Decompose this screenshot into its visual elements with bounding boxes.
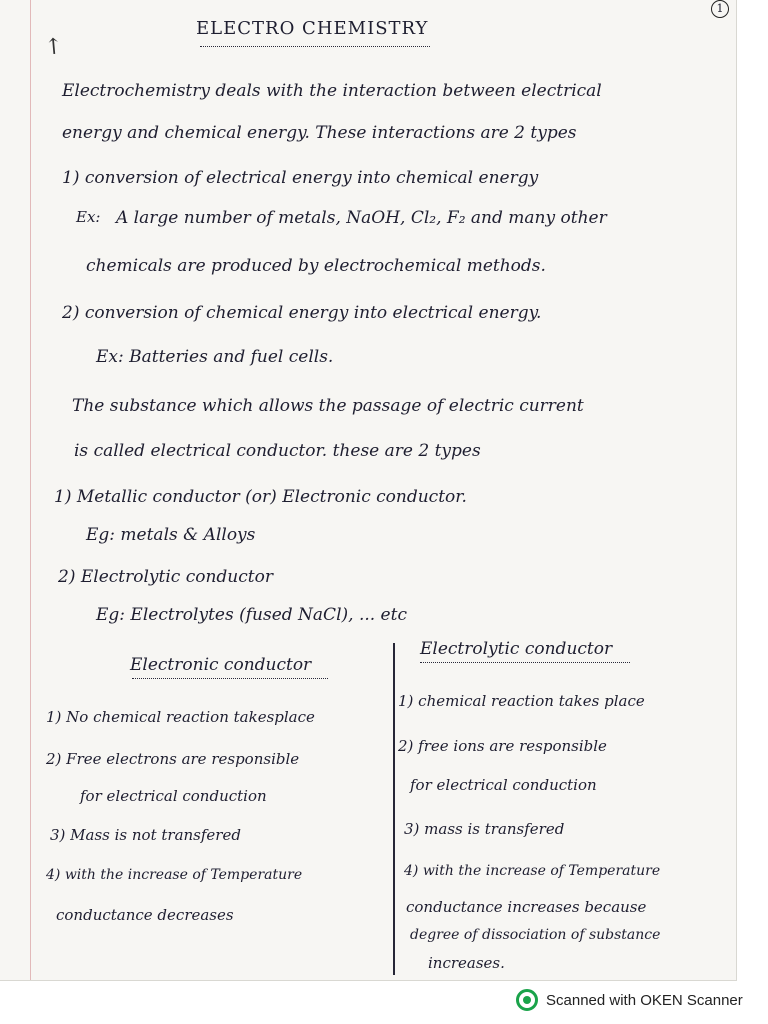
- comparison-divider: [393, 643, 395, 975]
- type-1-example-line-2: chemicals are produced by electrochemical methods.: [86, 256, 546, 276]
- title-underline: [200, 40, 430, 47]
- right-point-4-line-4: increases.: [428, 954, 505, 972]
- type-1-example-label: Ex:: [76, 208, 101, 226]
- right-point-4-line-1: 4) with the increase of Temperature: [404, 863, 661, 879]
- scanner-watermark-text: Scanned with OKEN Scanner: [546, 991, 743, 1009]
- right-point-2-line-1: 2) free ions are responsible: [398, 737, 607, 755]
- conductor-definition-line-1: The substance which allows the passage of electric current: [72, 396, 584, 416]
- right-heading-underline: [420, 656, 630, 663]
- left-point-2-line-2: for electrical conduction: [80, 787, 267, 805]
- right-point-1: 1) chemical reaction takes place: [398, 692, 645, 710]
- left-point-4-line-2: conductance decreases: [56, 906, 234, 924]
- intro-line-1: Electrochemistry deals with the interaction between electrical: [62, 81, 602, 101]
- left-point-4-line-1: 4) with the increase of Temperature: [46, 867, 303, 883]
- scanner-footer: [516, 989, 743, 1011]
- comparison-right-heading: Electrolytic conductor: [420, 639, 613, 659]
- right-point-4-line-2: conductance increases because: [406, 898, 647, 916]
- left-point-3: 3) Mass is not transfered: [50, 826, 241, 844]
- type-1-heading: 1) conversion of electrical energy into chemical energy: [62, 168, 539, 188]
- left-point-1: 1) No chemical reaction takesplace: [46, 708, 315, 726]
- comparison-left-heading: Electronic conductor: [130, 655, 312, 675]
- type-2-example: Ex: Batteries and fuel cells.: [96, 347, 334, 367]
- arrow-mark-icon: ↖: [38, 30, 69, 63]
- right-point-2-line-2: for electrical conduction: [410, 776, 597, 794]
- left-point-2-line-1: 2) Free electrons are responsible: [46, 750, 300, 768]
- type-1-example-line-1: A large number of metals, NaOH, Cl₂, F₂ and many other: [116, 208, 607, 228]
- conductor-type-1: 1) Metallic conductor (or) Electronic conductor.: [54, 487, 467, 507]
- right-point-3: 3) mass is transfered: [404, 820, 565, 838]
- right-point-4-line-3: degree of dissociation of substance: [410, 927, 661, 943]
- left-heading-underline: [132, 672, 328, 679]
- conductor-definition-line-2: is called electrical conductor. these are 2 types: [74, 441, 481, 461]
- conductor-type-1-example: Eg: metals & Alloys: [86, 525, 256, 545]
- page-title: ELECTRO CHEMISTRY: [196, 18, 429, 39]
- oken-scanner-logo-icon: [516, 989, 538, 1011]
- conductor-type-2-example: Eg: Electrolytes (fused NaCl), ... etc: [96, 605, 407, 625]
- conductor-type-2: 2) Electrolytic conductor: [58, 567, 273, 587]
- margin-line: [30, 0, 31, 980]
- type-2-heading: 2) conversion of chemical energy into electrical energy.: [62, 303, 542, 323]
- intro-line-2: energy and chemical energy. These interactions are 2 types: [62, 123, 577, 143]
- page-number: 1: [711, 0, 729, 18]
